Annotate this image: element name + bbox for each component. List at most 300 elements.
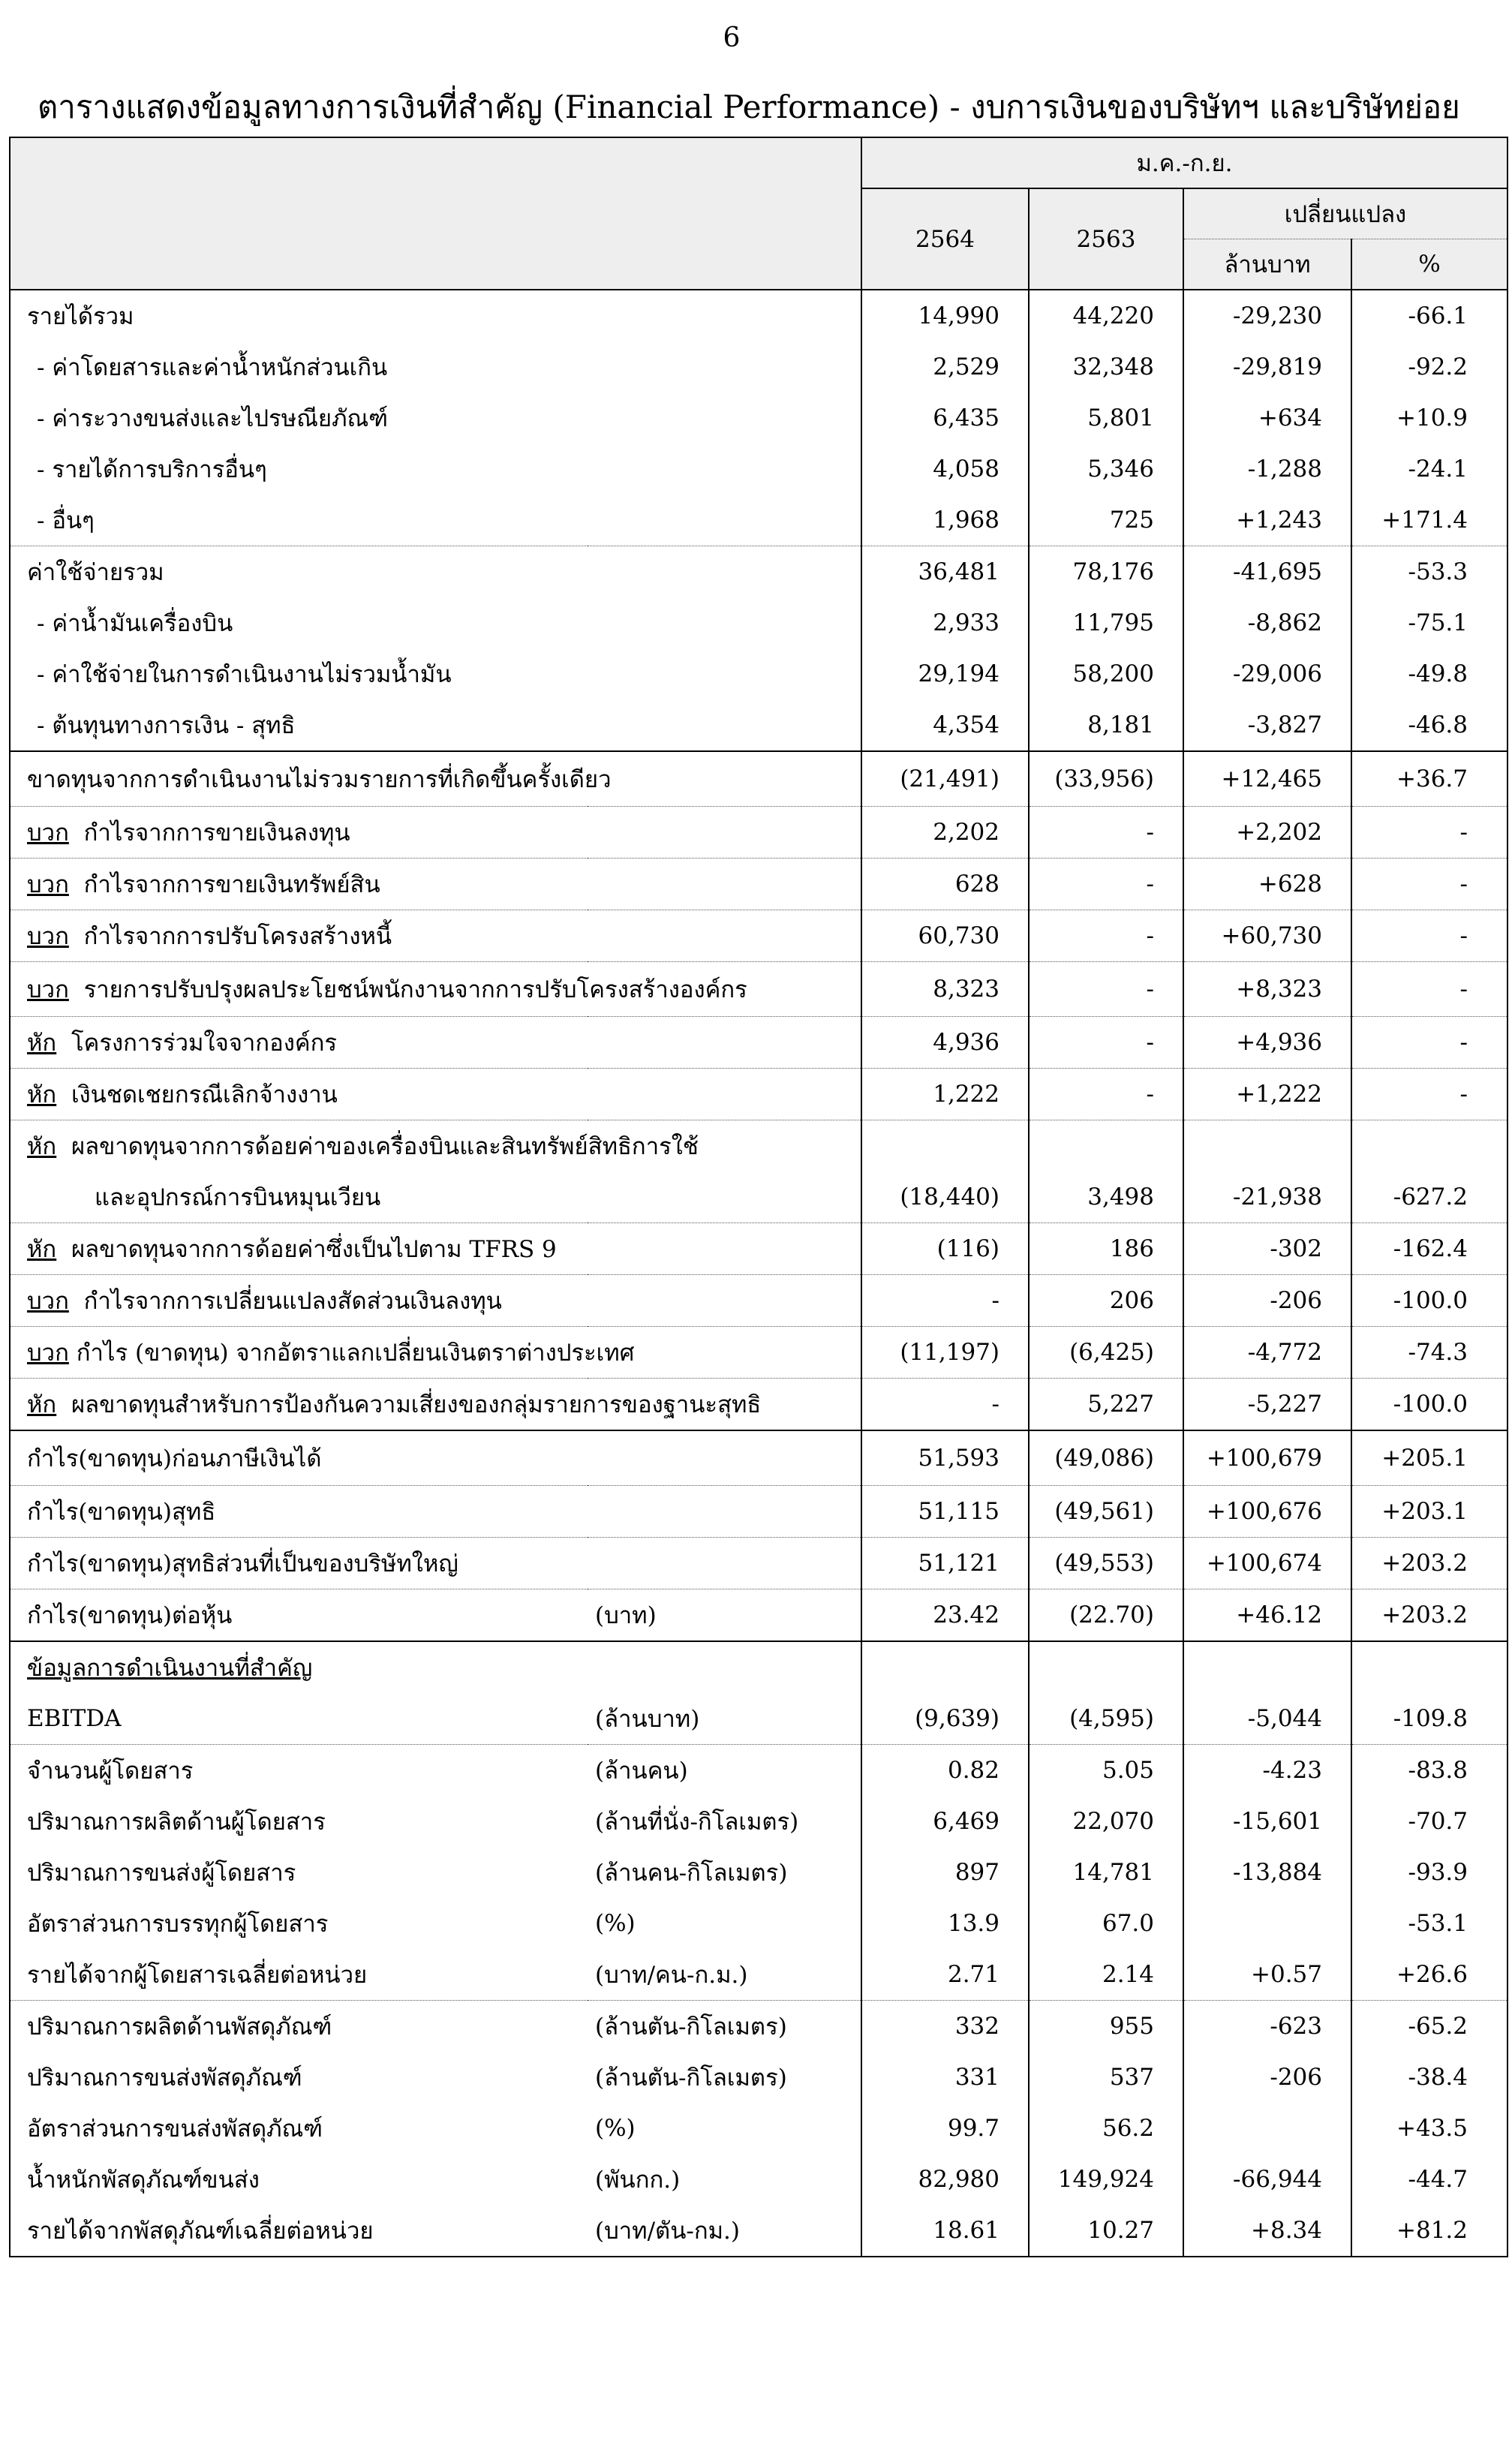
row-prefix: บวก	[27, 976, 69, 1003]
row-prefix: บวก	[27, 923, 69, 950]
row-label	[10, 290, 588, 341]
table-row	[10, 962, 1507, 1017]
value-change: -29,006	[1183, 648, 1351, 699]
table-row	[10, 2001, 1507, 2053]
row-label-text: อัตราส่วนการบรรทุกผู้โดยสาร	[27, 1911, 329, 1938]
table-row	[10, 1120, 1507, 1172]
table-row	[10, 1796, 1507, 1847]
table-row	[10, 1379, 1507, 1431]
row-label-text: - ค่าโดยสารและค่าน้ำหนักส่วนเกิน	[37, 354, 388, 381]
table-row	[10, 1017, 1507, 1069]
row-unit	[588, 1017, 861, 1069]
value-2564: 4,354	[861, 699, 1029, 751]
row-label-text: - อื่นๆ	[37, 507, 95, 534]
value-change: +12,465	[1183, 751, 1351, 807]
value-2564: 51,593	[861, 1430, 1029, 1486]
value-change: -41,695	[1183, 546, 1351, 598]
row-label	[10, 1275, 588, 1327]
value-change: -4.23	[1183, 1745, 1351, 1797]
table-row	[10, 1327, 1507, 1379]
value-2563: (49,561)	[1029, 1486, 1183, 1538]
value-pct: -	[1351, 1069, 1507, 1120]
value-2563: 206	[1029, 1275, 1183, 1327]
row-prefix: บวก	[27, 1340, 69, 1367]
row-label	[10, 1486, 588, 1538]
value-change: +46.12	[1183, 1589, 1351, 1642]
value-2564: 0.82	[861, 1745, 1029, 1797]
value-2563: 14,781	[1029, 1847, 1183, 1898]
header-change-pct: %	[1351, 239, 1507, 290]
value-pct: +203.2	[1351, 1538, 1507, 1589]
row-label	[10, 910, 588, 962]
value-2564: 36,481	[861, 546, 1029, 598]
row-label	[10, 495, 588, 546]
value-pct: +81.2	[1351, 2205, 1507, 2257]
row-label-text: กำไรจากการเปลี่ยนแปลงสัดส่วนเงินลงทุน	[83, 1288, 502, 1315]
value-change: -206	[1183, 2052, 1351, 2103]
value-2564: 13.9	[861, 1898, 1029, 1949]
value-pct: -	[1351, 859, 1507, 910]
row-label-text: ผลขาดทุนจากการด้อยค่าซึ่งเป็นไปตาม TFRS 9	[71, 1236, 557, 1263]
value-2564: 628	[861, 859, 1029, 910]
value-2564: (21,491)	[861, 751, 1029, 807]
row-label-text: ผลขาดทุนสำหรับการป้องกันความเสี่ยงของกลุ่มรายการของฐานะสุทธิ	[71, 1391, 762, 1418]
row-label	[10, 1589, 588, 1642]
row-label-text: ปริมาณการขนส่งผู้โดยสาร	[27, 1860, 296, 1887]
row-unit	[588, 495, 861, 546]
value-change: -4,772	[1183, 1327, 1351, 1379]
value-2563: 3,498	[1029, 1171, 1183, 1223]
row-label	[10, 2001, 588, 2053]
row-label-text: เงินชดเชยกรณีเลิกจ้างงาน	[71, 1081, 338, 1108]
table-row	[10, 1538, 1507, 1589]
row-label-text: ปริมาณการผลิตด้านผู้โดยสาร	[27, 1809, 326, 1836]
value-2564	[861, 1120, 1029, 1172]
value-2563: (6,425)	[1029, 1327, 1183, 1379]
value-change: -302	[1183, 1223, 1351, 1275]
row-unit: (%)	[595, 2115, 636, 2142]
value-pct: -	[1351, 1017, 1507, 1069]
value-2564: 23.42	[861, 1589, 1029, 1642]
value-pct: -75.1	[1351, 597, 1507, 648]
value-2563: (4,595)	[1029, 1693, 1183, 1745]
table-row	[10, 2205, 1507, 2257]
value-change: -29,819	[1183, 341, 1351, 392]
value-2564: 8,323	[861, 962, 1029, 1017]
value-2563: -	[1029, 807, 1183, 859]
row-label	[10, 2205, 588, 2257]
table-row	[10, 807, 1507, 859]
row-label-text: - ค่าน้ำมันเครื่องบิน	[37, 610, 233, 637]
table-row	[10, 1171, 1507, 1223]
value-2563: 58,200	[1029, 648, 1183, 699]
table-row	[10, 495, 1507, 546]
row-unit	[588, 597, 861, 648]
value-2563: 67.0	[1029, 1898, 1183, 1949]
row-label-text: - ต้นทุนทางการเงิน - สุทธิ	[37, 712, 296, 739]
value-pct: -162.4	[1351, 1223, 1507, 1275]
row-label	[10, 807, 588, 859]
value-change: +8.34	[1183, 2205, 1351, 2257]
row-label	[10, 1223, 588, 1275]
value-2563: (22.70)	[1029, 1589, 1183, 1642]
value-pct: +171.4	[1351, 495, 1507, 546]
value-pct: -38.4	[1351, 2052, 1507, 2103]
value-pct: +26.6	[1351, 1949, 1507, 2001]
value-change: +8,323	[1183, 962, 1351, 1017]
value-2563: 5,346	[1029, 444, 1183, 495]
row-label	[10, 962, 747, 1017]
value-2563: 56.2	[1029, 2103, 1183, 2154]
value-2563: 537	[1029, 2052, 1183, 2103]
value-2564: -	[861, 1275, 1029, 1327]
row-label	[10, 1069, 588, 1120]
row-label-text: จำนวนผู้โดยสาร	[27, 1758, 194, 1785]
row-label-text: กำไร (ขาดทุน) จากอัตราแลกเปลี่ยนเงินตราต่างประเทศ	[76, 1340, 635, 1367]
row-unit	[588, 648, 861, 699]
value-2563: 78,176	[1029, 546, 1183, 598]
table-row	[10, 859, 1507, 910]
value-change: -5,227	[1183, 1379, 1351, 1431]
row-label	[10, 751, 612, 807]
value-change: +4,936	[1183, 1017, 1351, 1069]
row-label-text: รายได้จากผู้โดยสารเฉลี่ยต่อหน่วย	[27, 1962, 368, 1989]
row-label	[10, 1430, 588, 1486]
row-label-text: ผลขาดทุนจากการด้อยค่าของเครื่องบินและสินทรัพย์สิทธิการใช้	[71, 1133, 699, 1160]
value-2564: (18,440)	[861, 1171, 1029, 1223]
table-row	[10, 1486, 1507, 1538]
row-label	[10, 1120, 699, 1172]
table-row	[10, 2103, 1507, 2154]
row-unit	[588, 859, 861, 910]
value-pct	[1351, 1641, 1507, 1693]
table-row	[10, 444, 1507, 495]
value-change: -15,601	[1183, 1796, 1351, 1847]
row-label-text: กำไรจากการปรับโครงสร้างหนี้	[83, 923, 392, 950]
row-unit	[588, 807, 861, 859]
value-2564: 18.61	[861, 2205, 1029, 2257]
table-row	[10, 1847, 1507, 1898]
value-pct: -53.1	[1351, 1898, 1507, 1949]
row-label-text: ขาดทุนจากการดำเนินงานไม่รวมรายการที่เกิดขึ้นครั้งเดียว	[27, 766, 612, 793]
row-prefix: บวก	[27, 1288, 69, 1315]
row-label-text: ปริมาณการขนส่งพัสดุภัณฑ์	[27, 2065, 302, 2092]
row-unit: (บาท)	[588, 1589, 861, 1642]
value-pct: -70.7	[1351, 1796, 1507, 1847]
row-label-text: รายได้จากพัสดุภัณฑ์เฉลี่ยต่อหน่วย	[27, 2218, 374, 2245]
value-pct: -109.8	[1351, 1693, 1507, 1745]
row-label-text: รายได้รวม	[27, 303, 134, 330]
value-pct: -65.2	[1351, 2001, 1507, 2053]
table-row	[10, 392, 1507, 444]
value-2563: 11,795	[1029, 597, 1183, 648]
value-2564: 51,121	[861, 1538, 1029, 1589]
table-row	[10, 699, 1507, 751]
table-row	[10, 1275, 1507, 1327]
table-row	[10, 2154, 1507, 2205]
row-unit	[588, 1538, 861, 1589]
value-change: -1,288	[1183, 444, 1351, 495]
table-row	[10, 1949, 1507, 2001]
value-pct: +205.1	[1351, 1430, 1507, 1486]
row-label-text: EBITDA	[27, 1705, 122, 1732]
value-2564: (116)	[861, 1223, 1029, 1275]
value-2564: 4,058	[861, 444, 1029, 495]
table-row	[10, 1641, 1507, 1693]
header-year-current: 2564	[861, 188, 1029, 290]
row-prefix: หัก	[27, 1391, 57, 1418]
row-label	[10, 2103, 588, 2154]
row-label-text: น้ำหนักพัสดุภัณฑ์ขนส่ง	[27, 2167, 260, 2194]
row-label-text: รายการปรับปรุงผลประโยชน์พนักงานจากการปรับโครงสร้างองค์กร	[83, 976, 747, 1003]
value-pct: -100.0	[1351, 1275, 1507, 1327]
value-2563: 149,924	[1029, 2154, 1183, 2205]
row-unit: (ล้านคน)	[588, 1745, 861, 1797]
value-2563: 955	[1029, 2001, 1183, 2053]
value-pct: +203.2	[1351, 1589, 1507, 1642]
value-pct: -100.0	[1351, 1379, 1507, 1431]
table-row	[10, 1693, 1507, 1745]
row-label	[10, 1693, 588, 1745]
value-change	[1183, 1120, 1351, 1172]
row-unit	[588, 392, 861, 444]
row-unit	[588, 910, 861, 962]
value-2564: 82,980	[861, 2154, 1029, 2205]
row-unit: (%)	[595, 1910, 636, 1937]
value-2563: 5.05	[1029, 1745, 1183, 1797]
value-2564: 6,469	[861, 1796, 1029, 1847]
value-2564: 331	[861, 2052, 1029, 2103]
row-prefix: หัก	[27, 1236, 57, 1263]
value-change: +1,222	[1183, 1069, 1351, 1120]
row-unit	[588, 699, 861, 751]
value-2563	[1029, 1120, 1183, 1172]
row-label	[10, 1538, 588, 1589]
value-2563: (33,956)	[1029, 751, 1183, 807]
section-heading: ข้อมูลการดำเนินงานที่สำคัญ	[27, 1655, 313, 1682]
row-label	[10, 2052, 588, 2103]
value-2564: 29,194	[861, 648, 1029, 699]
row-label	[10, 597, 588, 648]
value-pct: -	[1351, 910, 1507, 962]
table-row	[10, 341, 1507, 392]
value-2564: 2,202	[861, 807, 1029, 859]
value-2563: 725	[1029, 495, 1183, 546]
financial-table	[9, 137, 1508, 2257]
value-pct: -92.2	[1351, 341, 1507, 392]
value-2564: 1,968	[861, 495, 1029, 546]
value-pct: +43.5	[1351, 2103, 1507, 2154]
row-label-text: ปริมาณการผลิตด้านพัสดุภัณฑ์	[27, 2013, 332, 2040]
value-pct	[1351, 1120, 1507, 1172]
row-prefix: หัก	[27, 1081, 57, 1108]
value-change: +0.57	[1183, 1949, 1351, 2001]
value-change: -21,938	[1183, 1171, 1351, 1223]
value-pct: -46.8	[1351, 699, 1507, 751]
value-change: +100,679	[1183, 1430, 1351, 1486]
value-2563: (49,553)	[1029, 1538, 1183, 1589]
row-unit	[588, 1641, 861, 1693]
table-row	[10, 1898, 1507, 1949]
value-2564: 6,435	[861, 392, 1029, 444]
row-unit	[588, 444, 861, 495]
table-row	[10, 597, 1507, 648]
row-label	[10, 1017, 588, 1069]
row-label-text: กำไร(ขาดทุน)ต่อหุ้น	[27, 1602, 233, 1629]
row-unit: (บาท/คน-ก.ม.)	[595, 1962, 748, 1989]
value-2563: 10.27	[1029, 2205, 1183, 2257]
table-body	[10, 290, 1507, 2257]
value-2563: -	[1029, 910, 1183, 962]
row-label-text: กำไร(ขาดทุน)ก่อนภาษีเงินได้	[27, 1445, 322, 1472]
value-pct: +36.7	[1351, 751, 1507, 807]
value-pct: -93.9	[1351, 1847, 1507, 1898]
value-2564: 99.7	[861, 2103, 1029, 2154]
value-change: +634	[1183, 392, 1351, 444]
row-unit: (ล้านที่นั่ง-กิโลเมตร)	[595, 1809, 799, 1836]
value-2563: -	[1029, 1069, 1183, 1120]
value-2564: 332	[861, 2001, 1029, 2053]
row-label	[10, 392, 588, 444]
value-pct: -24.1	[1351, 444, 1507, 495]
row-label-text: ค่าใช้จ่ายรวม	[27, 559, 164, 586]
table-row	[10, 1745, 1507, 1797]
value-pct: -66.1	[1351, 290, 1507, 341]
row-unit: (ล้านตัน-กิโลเมตร)	[595, 2065, 787, 2092]
value-change: +100,676	[1183, 1486, 1351, 1538]
table-row	[10, 910, 1507, 962]
row-label	[10, 1796, 588, 1847]
value-2564: 2,933	[861, 597, 1029, 648]
row-label	[10, 1171, 588, 1223]
value-pct: -83.8	[1351, 1745, 1507, 1797]
row-label	[10, 1847, 588, 1898]
page-number: 6	[723, 23, 741, 53]
row-label	[10, 648, 588, 699]
value-change: -8,862	[1183, 597, 1351, 648]
header-period: ม.ค.-ก.ย.	[861, 137, 1507, 188]
row-label	[10, 859, 588, 910]
value-change: -29,230	[1183, 290, 1351, 341]
row-label	[10, 341, 588, 392]
value-change	[1183, 2103, 1351, 2154]
value-2563: -	[1029, 962, 1183, 1017]
row-label	[10, 1327, 635, 1379]
row-unit	[588, 341, 861, 392]
row-label-text: กำไร(ขาดทุน)สุทธิ	[27, 1499, 216, 1526]
value-2563: 22,070	[1029, 1796, 1183, 1847]
value-2564: (11,197)	[861, 1327, 1029, 1379]
value-change: -5,044	[1183, 1693, 1351, 1745]
row-unit	[588, 1171, 861, 1223]
value-pct: -44.7	[1351, 2154, 1507, 2205]
value-change: +628	[1183, 859, 1351, 910]
header-label-cell	[10, 137, 861, 290]
value-2563	[1029, 1641, 1183, 1693]
row-label	[10, 1745, 588, 1797]
value-change: -13,884	[1183, 1847, 1351, 1898]
table-row	[10, 1589, 1507, 1642]
value-pct: -627.2	[1351, 1171, 1507, 1223]
row-label-text: โครงการร่วมใจจากองค์กร	[71, 1030, 337, 1057]
value-change: -3,827	[1183, 699, 1351, 751]
row-unit: (ล้านคน-กิโลเมตร)	[595, 1860, 788, 1887]
row-unit: (พันกก.)	[595, 2167, 681, 2194]
row-unit	[588, 1275, 861, 1327]
row-label-text: กำไรจากการขายเงินทรัพย์สิน	[83, 871, 380, 898]
row-unit	[588, 1223, 861, 1275]
value-change: +1,243	[1183, 495, 1351, 546]
row-label-text: กำไรจากการขายเงินลงทุน	[83, 820, 350, 847]
row-label-text: กำไร(ขาดทุน)สุทธิส่วนที่เป็นของบริษัทใหญ่	[27, 1550, 458, 1577]
row-unit: (บาท/ตัน-กม.)	[595, 2218, 741, 2245]
row-label-text: อัตราส่วนการขนส่งพัสดุภัณฑ์	[27, 2116, 323, 2143]
value-2563: -	[1029, 1017, 1183, 1069]
table-row	[10, 1069, 1507, 1120]
table-row	[10, 290, 1507, 341]
row-unit	[588, 546, 861, 598]
table-row	[10, 546, 1507, 598]
value-pct: -	[1351, 807, 1507, 859]
value-2564: 2.71	[861, 1949, 1029, 2001]
value-2563: 5,227	[1029, 1379, 1183, 1431]
header-year-prior: 2563	[1029, 188, 1183, 290]
value-change: +2,202	[1183, 807, 1351, 859]
value-pct: -74.3	[1351, 1327, 1507, 1379]
header-change: เปลี่ยนแปลง	[1183, 188, 1507, 239]
value-2564: 1,222	[861, 1069, 1029, 1120]
value-2564: 60,730	[861, 910, 1029, 962]
value-2563: 32,348	[1029, 341, 1183, 392]
row-label	[10, 444, 588, 495]
row-unit	[588, 1069, 861, 1120]
row-prefix: หัก	[27, 1133, 57, 1160]
row-unit: (ล้านบาท)	[595, 1706, 700, 1733]
value-2564: (9,639)	[861, 1693, 1029, 1745]
table-row	[10, 1223, 1507, 1275]
value-change: +60,730	[1183, 910, 1351, 962]
row-label-text: - ค่าใช้จ่ายในการดำเนินงานไม่รวมน้ำมัน	[37, 661, 452, 688]
row-unit	[588, 1430, 861, 1486]
value-2563: (49,086)	[1029, 1430, 1183, 1486]
header-change-amount: ล้านบาท	[1183, 239, 1351, 290]
row-label	[10, 2154, 588, 2205]
value-2564: 2,529	[861, 341, 1029, 392]
value-pct: +10.9	[1351, 392, 1507, 444]
row-prefix: บวก	[27, 820, 69, 847]
row-label-text: และอุปกรณ์การบินหมุนเวียน	[95, 1184, 381, 1211]
row-unit	[588, 751, 861, 807]
value-2563: 44,220	[1029, 290, 1183, 341]
table-row	[10, 751, 1507, 807]
row-label-text: - รายได้การบริการอื่นๆ	[37, 456, 267, 483]
value-change: -206	[1183, 1275, 1351, 1327]
value-change	[1183, 1641, 1351, 1693]
value-2564	[861, 1641, 1029, 1693]
value-2564: 51,115	[861, 1486, 1029, 1538]
row-label	[10, 699, 588, 751]
value-2563: 186	[1029, 1223, 1183, 1275]
value-2564: 4,936	[861, 1017, 1029, 1069]
row-prefix: บวก	[27, 871, 69, 898]
value-2564: 897	[861, 1847, 1029, 1898]
value-pct: -49.8	[1351, 648, 1507, 699]
value-2563: 2.14	[1029, 1949, 1183, 2001]
value-change: -623	[1183, 2001, 1351, 2053]
value-2563: -	[1029, 859, 1183, 910]
value-change	[1183, 1898, 1351, 1949]
value-pct: -	[1351, 962, 1507, 1017]
